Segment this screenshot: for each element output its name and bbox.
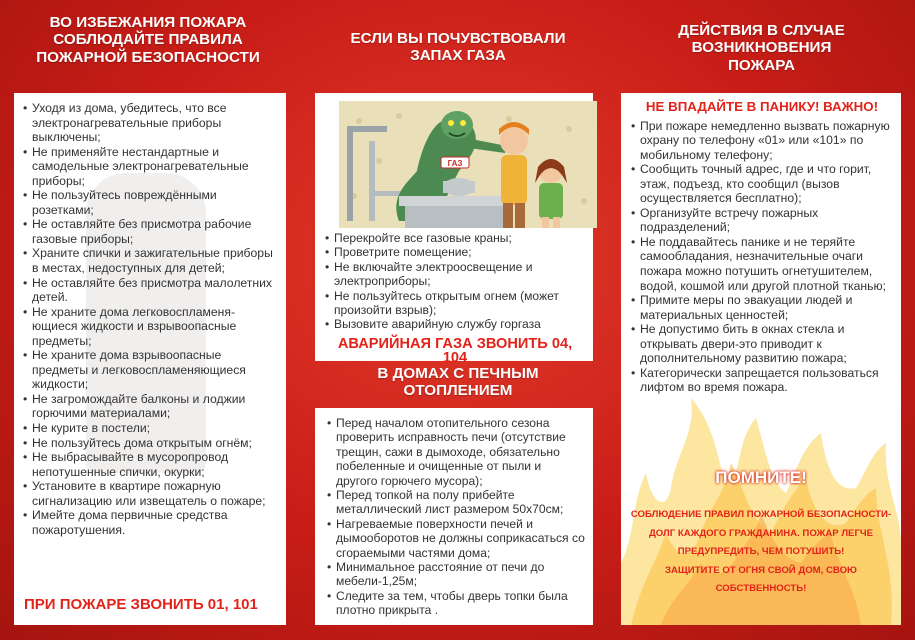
column2-title-line: ЕСЛИ ВЫ ПОЧУВСТВОВАЛИ <box>350 30 566 47</box>
gas-label: ГАЗ <box>447 159 463 168</box>
fire-actions-panel <box>621 93 901 625</box>
list-item: • Имейте дома первичные средства пожаротушения. <box>23 508 278 537</box>
stove-title-line: В ДОМАХ С ПЕЧНЫМ <box>377 365 539 382</box>
list-item: • Следите за тем, чтобы дверь топки была плотно прикрыта . <box>327 589 585 618</box>
fire-actions-list <box>631 119 893 395</box>
list-item: • Не пользуйтесь повреждёнными розетками; <box>23 188 278 217</box>
column1-title-line: СОБЛЮДАЙТЕ ПРАВИЛА <box>53 31 243 49</box>
stove-title-line: ОТОПЛЕНИЕМ <box>403 382 513 400</box>
column3-title-line: ПОЖАРА <box>728 56 795 74</box>
list-item: • Проветрите помещение; <box>325 245 585 259</box>
list-item: • При пожаре немедленно вызвать пожарную охрану по телефону «01» или «101» по мобильному телефону; <box>631 119 893 163</box>
list-item: • Не включайте электроосвещение и электроприборы; <box>325 260 585 289</box>
remember-line: ПРЕДУПРЕДИТЬ, ЧЕМ ПОТУШИТЬ! <box>677 546 845 557</box>
fire-call-number: ПРИ ПОЖАРЕ ЗВОНИТЬ 01, 101 <box>24 596 258 614</box>
list-item: • Перекройте все газовые краны; <box>325 231 585 245</box>
stove-heating-title <box>318 365 598 400</box>
list-item: • Установите в квартире пожарную сигнализацию или извещатель о пожаре; <box>23 479 278 508</box>
column3-title-line: ВОЗНИКНОВЕНИЯ <box>691 39 832 57</box>
list-item: • Перед топкой на полу прибейте металлический лист размером 50х70см; <box>327 488 585 517</box>
column3-title-line: ДЕЙСТВИЯ В СЛУЧАЕ <box>678 22 845 39</box>
list-item: • Не поддавайтесь панике и не теряйте самообладания, незначительные очаги пожара можно потушить огнетушителем, водой, кошмой или другой плотной тканью; <box>631 235 893 293</box>
stove-heating-list <box>327 416 585 618</box>
column2-title <box>318 30 598 65</box>
list-item: • Перед началом отопительного сезона проверить исправность печи (отсутствие трещин, сажи в дымоходе, обязательно побеленные и очищенные от пыли и другого горючего мусора); <box>327 416 585 488</box>
remember-line: СОБЛЮДЕНИЕ ПРАВИЛ ПОЖАРНОЙ БЕЗОПАСНОСТИ- <box>630 509 892 520</box>
column1-title <box>14 14 282 66</box>
list-item: • Сообщить точный адрес, где и что горит, этаж, подъезд, кто сообщил (вызов осуществляется бесплатно); <box>631 162 893 206</box>
list-item: • Не загромождайте балконы и лоджии горючими материалами; <box>23 392 278 421</box>
list-item: • Храните спички и зажигательные приборы в местах, недоступных для детей; <box>23 246 278 275</box>
list-item: • Не пользуйтесь дома открытым огнём; <box>23 436 278 451</box>
list-item: • Не оставляйте без присмотра рабочие газовые приборы; <box>23 217 278 246</box>
list-item: • Не выбрасывайте в мусоропровод непотушенные спички, окурки; <box>23 450 278 479</box>
list-item: • Не допустимо бить в окнах стекла и открывать двери-это приводит к дополнительному развитию пожара; <box>631 322 893 366</box>
column3-title <box>624 22 899 74</box>
list-item: • Не пользуйтесь открытым огнем (может произойти взрыв); <box>325 289 585 318</box>
list-item: • Вызовите аварийную службу горгаза <box>325 317 585 331</box>
list-item: • Организуйте встречу пожарных подразделений; <box>631 206 893 235</box>
gas-smell-panel <box>315 93 593 367</box>
list-item: • Минимальное расстояние от печи до мебели-1,25м; <box>327 560 585 589</box>
list-item: • Не оставляйте без присмотра малолетних детей. <box>23 276 278 305</box>
list-item: • Не храните дома легковоспламеня-ющиеся жидкости и взрывоопасные предметы; <box>23 305 278 349</box>
important-headline: НЕ ВПАДАЙТЕ В ПАНИКУ! ВАЖНО! <box>645 99 879 114</box>
list-item: • Примите меры по эвакуации людей и материальных ценностей; <box>631 293 893 322</box>
column1-title-line: ВО ИЗБЕЖАНИЯ ПОЖАРА <box>49 14 247 31</box>
remember-line: ЗАЩИТИТЕ ОТ ОГНЯ СВОЙ ДОМ, СВОЮ <box>665 564 857 576</box>
list-item: • Не курите в постели; <box>23 421 278 436</box>
list-item: • Не применяйте нестандартные и самодельные электронагревательные приборы; <box>23 145 278 189</box>
remember-heading: ПОМНИТЕ! <box>715 468 807 487</box>
remember-line: ДОЛГ КАЖДОГО ГРАЖДАНИНА. ПОЖАР ЛЕГЧЕ <box>648 527 874 539</box>
column2-title-line: ЗАПАХ ГАЗА <box>410 47 506 65</box>
remember-text <box>629 506 893 599</box>
gas-call-number: АВАРИЙНАЯ ГАЗА ЗВОНИТЬ 04, 104 <box>337 335 573 367</box>
fire-prevention-list <box>23 101 278 537</box>
remember-line: СОБСТВЕННОСТЬ! <box>715 583 807 594</box>
list-item: • Нагреваемые поверхности печей и дымооборотов не должны соприкасаться со сгораемыми частями дома; <box>327 517 585 560</box>
column1-title-line: ПОЖАРНОЙ БЕЗОПАСНОСТИ <box>36 48 260 66</box>
list-item: • Уходя из дома, убедитесь, что все электронагревательные приборы выключены; <box>23 101 278 145</box>
gas-actions-list <box>325 231 585 332</box>
stove-heating-panel <box>315 408 593 625</box>
list-item: • Категорически запрещается пользоваться лифтом во время пожара. <box>631 366 893 395</box>
fire-prevention-panel <box>14 93 286 625</box>
gas-leak-illustration <box>339 101 597 228</box>
list-item: • Не храните дома взрывоопасные предметы и легковоспламеняющиеся жидкости; <box>23 348 278 392</box>
